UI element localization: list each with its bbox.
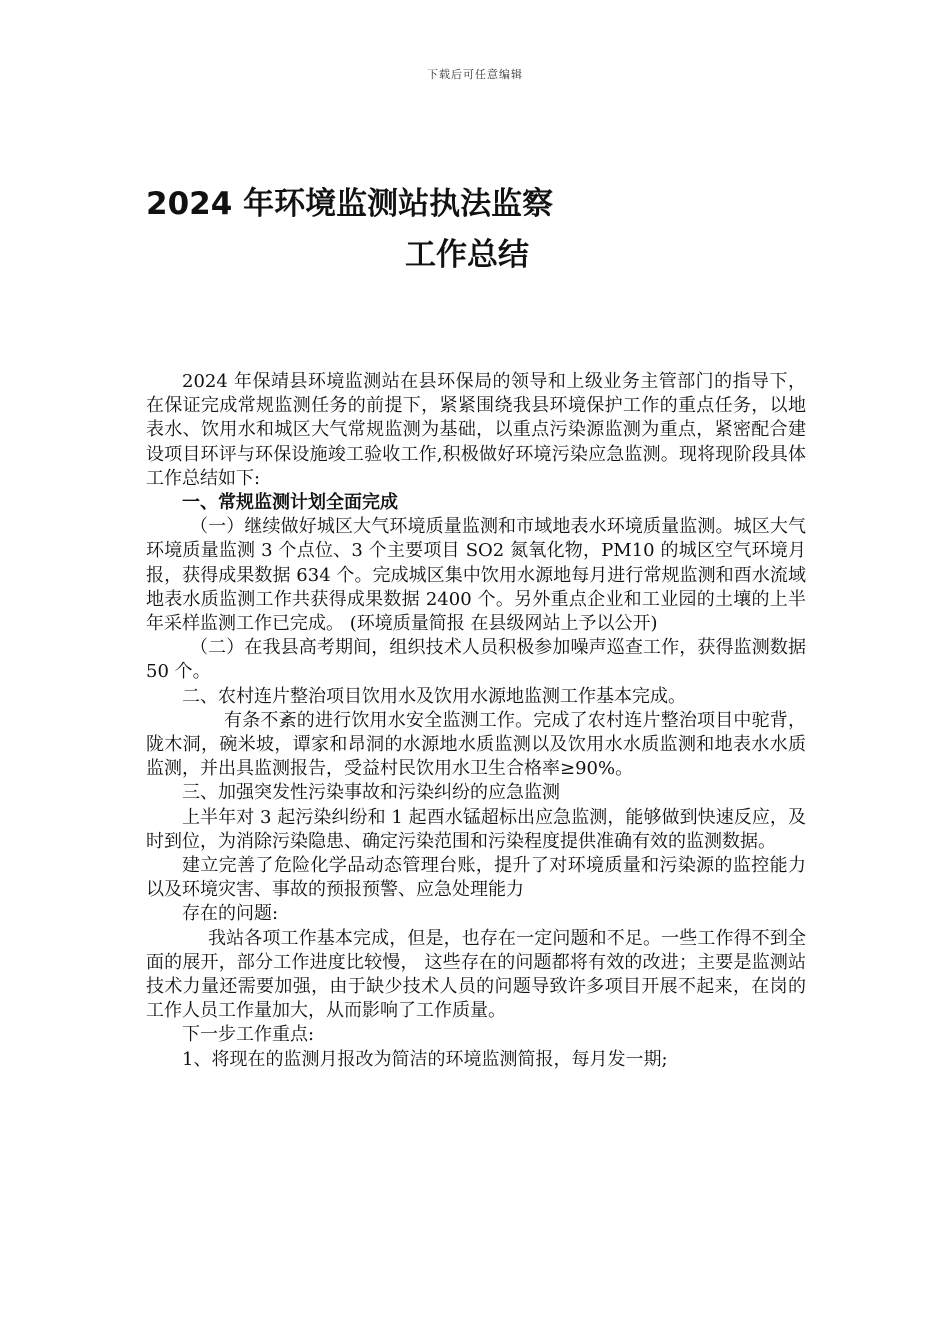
section-1-heading: 一、常规监测计划全面完成: [182, 492, 398, 514]
intro-paragraph: 2024 年保靖县环境监测站在县环保局的领导和上级业务主管部门的指导下，在保证完成常规监测任务的前提下，紧紧围绕我县环境保护工作的重点任务，以地表水、饮用水和城区大气常规监测为基础，以重点污染源监测为重点，紧密配合建设项目环评与环保设施竣工验收工作,积极做好环境污染应急监测。现将现阶段具体工作总结如下:: [146, 371, 806, 489]
section-2-heading: 二、农村连片整治项目饮用水及饮用水源地监测工作基本完成。: [182, 685, 686, 707]
page-header-note: 下载后可任意编辑: [427, 68, 523, 81]
document-title-line-1: 2024 年环境监测站执法监察: [146, 186, 554, 222]
section-3-paragraph-2: 建立完善了危险化学品动态管理台账，提升了对环境质量和污染源的监控能力以及环境灾害、事故的预报预警、应急处理能力: [146, 855, 806, 901]
document-body: [146, 370, 806, 1072]
section-3-heading: 三、加强突发性污染事故和污染纠纷的应急监测: [182, 782, 560, 804]
problems-heading: 存在的问题:: [182, 903, 279, 925]
problems-paragraph: 我站各项工作基本完成，但是，也存在一定问题和不足。一些工作得不到全面的展开，部分工作进度比较慢， 这些存在的问题都将有效的改进；主要是监测站技术力量还需要加强，由于缺少技术人员的问题导致许多项目开展不起来，在岗的工作人员工作量加大，从而影响了工作质量。: [146, 927, 806, 1022]
section-3-paragraph-1: 上半年对 3 起污染纠纷和 1 起酉水锰超标出应急监测，能够做到快速反应，及时到位，为消除污染隐患、确定污染范围和污染程度提供准确有效的监测数据。: [146, 806, 806, 852]
section-2-paragraph-1: 有条不紊的进行饮用水安全监测工作。完成了农村连片整治项目中驼背，陇木洞，碗米坡，谭家和昂洞的水源地水质监测以及饮用水水质监测和地表水水质监测，并出具监测报告，受益村民饮用水卫生合格率≥90%。: [146, 709, 806, 780]
next-steps-heading: 下一步工作重点:: [182, 1024, 315, 1046]
section-1-paragraph-2: （二）在我县高考期间，组织技术人员积极参加噪声巡查工作，获得监测数据 50 个。: [146, 637, 806, 683]
next-steps-item-1: 1、将现在的监测月报改为简洁的环境监测简报，每月发一期;: [182, 1048, 668, 1070]
document-title-line-2: 工作总结: [405, 237, 529, 273]
section-1-paragraph-1: （一）继续做好城区大气环境质量监测和市域地表水环境质量监测。城区大气环境质量监测 3 个点位、3 个主要项目 SO2 氮氧化物，PM10 的城区空气环境月报，获得成果数据 634 个。完成城区集中饮用水源地每月进行常规监测和酉水流域地表水质监测工作共获得成果数据 2400 个。另外重点企业和工业园的土壤的上半年采样监测工作已完成。 (环境质量简报 在县级网站上予以公开): [146, 516, 806, 635]
